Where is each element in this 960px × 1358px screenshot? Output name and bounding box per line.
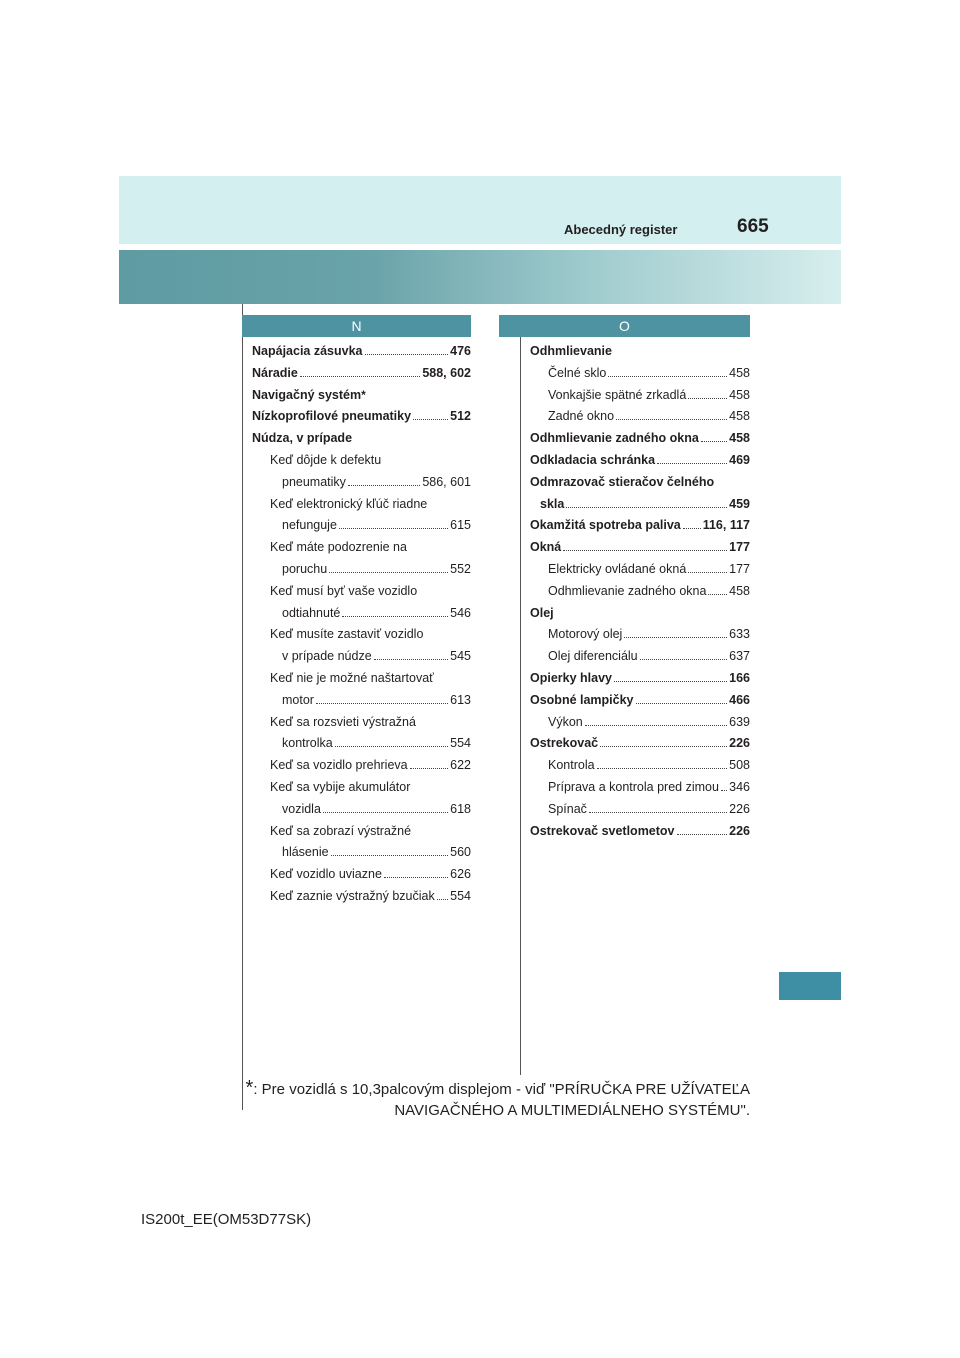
- footnote-marker: *: [245, 1077, 254, 1099]
- entry-term: Navigačný systém: [252, 387, 362, 402]
- leader-dots: [600, 746, 727, 747]
- index-entry: [530, 712, 750, 734]
- entry-term: Motorový olej: [548, 627, 623, 642]
- entry-term: Spínač: [548, 801, 587, 816]
- entry-page-ref: 226: [729, 736, 750, 751]
- index-entry: [252, 450, 471, 472]
- chapter-tab: [779, 972, 841, 1000]
- entry-page-ref: 116, 117: [702, 518, 750, 533]
- entry-term: Keď sa zobrazí výstražné: [270, 823, 412, 838]
- entry-page-ref: 177: [729, 540, 750, 555]
- index-entry: [530, 341, 750, 363]
- index-entry: [252, 472, 471, 494]
- index-entry: [530, 821, 750, 843]
- entry-page-ref: 639: [729, 714, 750, 729]
- leader-dots: [300, 376, 420, 377]
- index-entry: [252, 406, 471, 428]
- entry-term: nefunguje: [282, 518, 337, 533]
- index-entry: [252, 712, 471, 734]
- entry-term: Vonkajšie spätné zrkadlá: [548, 387, 687, 402]
- leader-dots: [701, 441, 727, 442]
- entry-term: hlásenie: [282, 845, 329, 860]
- index-entry: [252, 777, 471, 799]
- index-entry: [252, 842, 471, 864]
- index-entry: [252, 537, 471, 559]
- entry-term: v prípade núdze: [282, 649, 372, 664]
- index-entry: [530, 581, 750, 603]
- entry-term: Výkon: [548, 714, 583, 729]
- leader-dots: [410, 768, 449, 769]
- entry-page-ref: 618: [450, 801, 471, 816]
- entry-term: Okná: [530, 540, 562, 555]
- entry-term: Napájacia zásuvka: [252, 344, 363, 358]
- leader-dots: [688, 398, 727, 399]
- entry-term: Čelné sklo: [548, 365, 607, 380]
- leader-dots: [323, 812, 448, 813]
- entry-page-ref: 637: [729, 649, 750, 664]
- entry-term: Keď zaznie výstražný bzučiak: [270, 888, 435, 903]
- entry-term: Odhmlievanie zadného okna: [530, 431, 699, 446]
- entry-term: Olej: [530, 605, 554, 620]
- leader-dots: [589, 812, 727, 813]
- index-entry: [252, 668, 471, 690]
- entry-term: Odhmlievanie: [530, 344, 612, 358]
- index-column-o: [530, 341, 750, 842]
- entry-page-ref: 458: [729, 365, 750, 380]
- entry-term: Keď sa vozidlo prehrieva: [270, 758, 408, 773]
- leader-dots: [585, 725, 727, 726]
- index-entry: [252, 428, 471, 450]
- entry-term: Keď sa rozsvieti výstražná: [270, 714, 416, 729]
- index-entry: [530, 668, 750, 690]
- leader-dots: [640, 659, 728, 660]
- index-entry: [252, 559, 471, 581]
- entry-page-ref: 554: [450, 736, 471, 751]
- leader-dots: [563, 550, 727, 551]
- index-entry: [530, 755, 750, 777]
- index-entry: [530, 428, 750, 450]
- index-entry: [530, 406, 750, 428]
- entry-term: Osobné lampičky: [530, 692, 634, 707]
- entry-term: Keď máte podozrenie na: [270, 540, 407, 555]
- entry-term: Náradie: [252, 365, 298, 380]
- entry-page-ref: 633: [729, 627, 750, 642]
- index-entry: [252, 799, 471, 821]
- entry-page-ref: 588, 602: [422, 365, 471, 380]
- index-entry: [530, 799, 750, 821]
- leader-dots: [331, 855, 449, 856]
- entry-term: kontrolka: [282, 736, 333, 751]
- page-number: 665: [737, 216, 769, 237]
- entry-term: vozidla: [282, 801, 321, 816]
- entry-term: Kontrola: [548, 758, 595, 773]
- leader-dots: [374, 659, 448, 660]
- index-entry: [530, 494, 750, 516]
- footnote-line-2: NAVIGAČNÉHO A MULTIMEDIÁLNEHO SYSTÉMU".: [394, 1102, 750, 1119]
- leader-dots: [437, 899, 448, 900]
- section-header-n: N: [242, 315, 471, 337]
- left-margin-rule: [242, 304, 243, 1110]
- entry-page-ref: 469: [729, 452, 750, 467]
- index-entry: [530, 559, 750, 581]
- index-entry: [252, 733, 471, 755]
- entry-term: Ostrekovač: [530, 736, 599, 751]
- column-divider: [520, 337, 521, 1075]
- entry-page-ref: 177: [729, 561, 750, 576]
- page-title: Abecedný register: [564, 222, 678, 237]
- index-entry: [530, 646, 750, 668]
- entry-term: Keď musíte zastaviť vozidlo: [270, 627, 424, 642]
- entry-term: Odkladacia schránka: [530, 452, 656, 467]
- entry-term: Keď sa vybije akumulátor: [270, 779, 411, 794]
- entry-page-ref: 626: [450, 867, 471, 882]
- leader-dots: [616, 419, 727, 420]
- leader-dots: [342, 616, 448, 617]
- index-entry: Navigačný systém *: [252, 385, 471, 407]
- index-entry: [252, 515, 471, 537]
- leader-dots: [413, 419, 448, 420]
- leader-dots: [316, 703, 448, 704]
- entry-term: Núdza, v prípade: [252, 431, 353, 446]
- entry-term: Elektricky ovládané okná: [548, 561, 687, 576]
- index-entry: [252, 864, 471, 886]
- footnote-text-1: : Pre vozidlá s 10,3palcovým displejom - viď "PRÍRUČKA PRE UŽÍVATEĽA: [253, 1081, 750, 1098]
- leader-dots: [329, 572, 448, 573]
- section-header-o: O: [499, 315, 750, 337]
- entry-page-ref: 552: [450, 561, 471, 576]
- entry-page-ref: 546: [450, 605, 471, 620]
- entry-page-ref: 166: [729, 670, 750, 685]
- entry-page-ref: 615: [450, 518, 471, 533]
- leader-dots: [335, 746, 448, 747]
- entry-term: Keď vozidlo uviazne: [270, 867, 382, 882]
- index-entry: [530, 515, 750, 537]
- index-column-n: [252, 341, 471, 908]
- leader-dots: [365, 354, 449, 355]
- index-entry: [252, 755, 471, 777]
- entry-page-ref: 466: [729, 692, 750, 707]
- index-entry: [252, 646, 471, 668]
- footnote-line-1: [246, 1078, 750, 1100]
- index-entry: [530, 363, 750, 385]
- index-entry: [530, 537, 750, 559]
- entry-page-ref: 613: [450, 692, 471, 707]
- entry-term: Keď dôjde k defektu: [270, 452, 382, 467]
- leader-dots: [657, 463, 727, 464]
- entry-term: Keď musí byť vaše vozidlo: [270, 583, 418, 598]
- entry-term: Olej diferenciálu: [548, 649, 638, 664]
- model-code: IS200t_EE(OM53D77SK): [141, 1211, 312, 1228]
- entry-page-ref: 554: [450, 888, 471, 903]
- index-entry: [252, 581, 471, 603]
- entry-term: Odmrazovač stieračov čelného: [530, 474, 715, 489]
- entry-term: Opierky hlavy: [530, 670, 612, 685]
- entry-page-ref: 622: [450, 758, 471, 773]
- entry-page-ref: 458: [729, 583, 750, 598]
- leader-dots: [708, 594, 727, 595]
- entry-page-ref: 508: [729, 758, 750, 773]
- leader-dots: [624, 637, 727, 638]
- entry-page-ref: 476: [450, 344, 471, 358]
- entry-term: Odhmlievanie zadného okna: [548, 583, 707, 598]
- index-entry: [530, 690, 750, 712]
- entry-page-ref: 458: [729, 431, 750, 446]
- entry-page-ref: 346: [729, 779, 750, 794]
- entry-page-ref: 458: [729, 409, 750, 424]
- entry-term: motor: [282, 692, 314, 707]
- entry-page-ref: 226: [729, 823, 750, 838]
- entry-term: Ostrekovač svetlometov: [530, 823, 675, 838]
- index-entry: [252, 886, 471, 908]
- entry-term: Zadné okno: [548, 409, 615, 424]
- index-entry: [252, 603, 471, 625]
- header-band: [119, 176, 841, 244]
- index-entry: [530, 472, 750, 494]
- decorative-gradient-band: [119, 250, 841, 304]
- entry-term: poruchu: [282, 561, 328, 576]
- leader-dots: [677, 834, 728, 835]
- leader-dots: [636, 703, 728, 704]
- index-entry: [252, 494, 471, 516]
- entry-page-ref: 586, 601: [422, 474, 471, 489]
- index-entry: [530, 624, 750, 646]
- entry-term: Okamžitá spotreba paliva: [530, 518, 681, 533]
- leader-dots: [339, 528, 448, 529]
- entry-term: Keď nie je možné naštartovať: [270, 670, 434, 685]
- entry-page-ref: 545: [450, 649, 471, 664]
- leader-dots: [614, 681, 727, 682]
- footnote: [246, 1078, 750, 1121]
- entry-term: Príprava a kontrola pred zimou: [548, 779, 719, 794]
- index-entry: [530, 733, 750, 755]
- leader-dots: [683, 528, 701, 529]
- leader-dots: [566, 507, 727, 508]
- entry-page-ref: 226: [729, 801, 750, 816]
- index-entry: [530, 450, 750, 472]
- entry-term: Keď elektronický kľúč riadne: [270, 496, 428, 511]
- entry-page-ref: 459: [729, 496, 750, 511]
- leader-dots: [348, 485, 420, 486]
- index-entry: [252, 821, 471, 843]
- index-entry: [252, 363, 471, 385]
- leader-dots: [384, 877, 448, 878]
- index-entry: [530, 385, 750, 407]
- entry-term: Nízkoprofilové pneumatiky: [252, 409, 412, 424]
- leader-dots: [688, 572, 727, 573]
- leader-dots: [597, 768, 728, 769]
- entry-term: odtiahnuté: [282, 605, 341, 620]
- index-entry: [252, 624, 471, 646]
- index-entry: [530, 603, 750, 625]
- index-entry: [252, 690, 471, 712]
- index-entry: [252, 341, 471, 363]
- entry-page-ref: 458: [729, 387, 750, 402]
- entry-page-ref: 560: [450, 845, 471, 860]
- index-entry: [530, 777, 750, 799]
- leader-dots: [721, 790, 727, 791]
- leader-dots: [608, 376, 727, 377]
- entry-term: pneumatiky: [282, 474, 346, 489]
- entry-page-ref: 512: [450, 409, 471, 424]
- entry-term: skla: [540, 496, 565, 511]
